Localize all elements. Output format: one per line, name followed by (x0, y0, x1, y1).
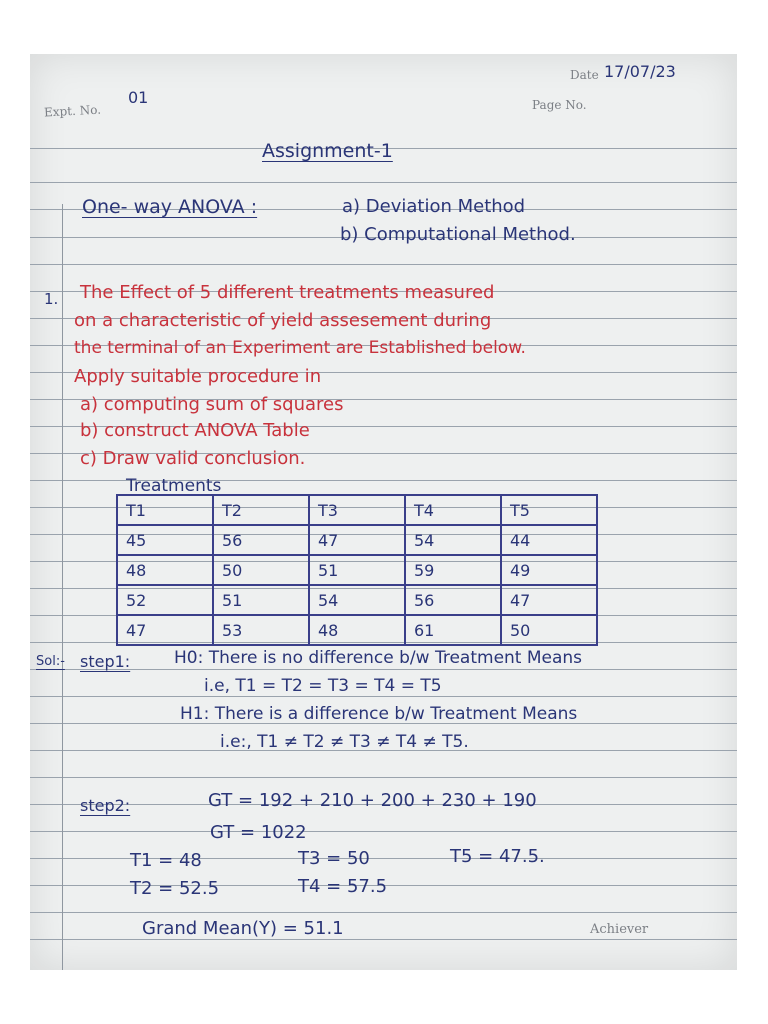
method-b: b) Computational Method. (340, 224, 576, 245)
solution-label: Sol:- (36, 654, 65, 669)
table-cell: 56 (213, 525, 309, 555)
page-label: Page No. (532, 98, 587, 112)
table-cell: 56 (405, 585, 501, 615)
table-cell: 54 (405, 525, 501, 555)
table-header-cell: T2 (213, 495, 309, 525)
table-cell: 47 (309, 525, 405, 555)
table-cell: 51 (309, 555, 405, 585)
topic-label: One- way ANOVA : (82, 196, 258, 218)
treatment-mean: T5 = 47.5. (450, 846, 545, 867)
treatment-mean: T4 = 57.5 (298, 876, 388, 897)
question-line: c) Draw valid conclusion. (80, 448, 306, 469)
step1-label: step1: (80, 652, 131, 671)
margin-line (62, 204, 63, 970)
grand-total-expression: GT = 192 + 210 + 200 + 230 + 190 (208, 790, 537, 811)
hypothesis-alt-equation: i.e:, T1 ≠ T2 ≠ T3 ≠ T4 ≠ T5. (220, 732, 469, 752)
table-cell: 50 (213, 555, 309, 585)
date-label: Date (570, 68, 599, 82)
table-cell: 54 (309, 585, 405, 615)
brand-footer: Achiever (590, 922, 649, 937)
table-row (117, 555, 597, 585)
question-line: on a characteristic of yield assesement during (74, 310, 492, 331)
method-a: a) Deviation Method (342, 196, 526, 217)
table-cell: 59 (405, 555, 501, 585)
table-cell: 48 (309, 615, 405, 645)
hypothesis-alt: H1: There is a difference b/w Treatment Means (180, 704, 578, 724)
grand-mean: Grand Mean(Y) = 51.1 (142, 918, 344, 939)
treatment-mean: T2 = 52.5 (130, 878, 220, 899)
question-line: the terminal of an Experiment are Established below. (74, 338, 526, 358)
table-cell: 51 (213, 585, 309, 615)
question-line: a) computing sum of squares (80, 394, 344, 415)
expt-label: Expt. No. (43, 102, 102, 120)
table-header-row (117, 495, 597, 525)
date-value: 17/07/23 (604, 62, 676, 81)
question-line: The Effect of 5 different treatments measured (80, 282, 495, 303)
table-header-cell: T5 (501, 495, 597, 525)
question-number: 1. (44, 290, 59, 308)
notebook-page (30, 54, 737, 970)
table-header-cell: T4 (405, 495, 501, 525)
table-cell: 61 (405, 615, 501, 645)
table-cell: 47 (117, 615, 213, 645)
step2-label: step2: (80, 796, 131, 815)
question-line: Apply suitable procedure in (74, 366, 322, 387)
table-cell: 49 (501, 555, 597, 585)
hypothesis-null: H0: There is no difference b/w Treatment Means (174, 648, 583, 668)
grand-total-value: GT = 1022 (210, 822, 307, 843)
table-row (117, 585, 597, 615)
table-header-cell: T3 (309, 495, 405, 525)
table-cell: 52 (117, 585, 213, 615)
table-cell: 48 (117, 555, 213, 585)
table-cell: 45 (117, 525, 213, 555)
table-cell: 53 (213, 615, 309, 645)
hypothesis-null-equation: i.e, T1 = T2 = T3 = T4 = T5 (204, 676, 442, 696)
treatment-table (116, 494, 598, 646)
table-cell: 47 (501, 585, 597, 615)
expt-value: 01 (128, 88, 149, 107)
page-title: Assignment-1 (262, 140, 393, 162)
table-row (117, 615, 597, 645)
treatment-mean: T1 = 48 (130, 850, 202, 871)
table-caption: Treatments (126, 476, 222, 496)
table-cell: 44 (501, 525, 597, 555)
table-row (117, 525, 597, 555)
question-line: b) construct ANOVA Table (80, 420, 310, 441)
table-cell: 50 (501, 615, 597, 645)
treatment-mean: T3 = 50 (298, 848, 370, 869)
table-header-cell: T1 (117, 495, 213, 525)
